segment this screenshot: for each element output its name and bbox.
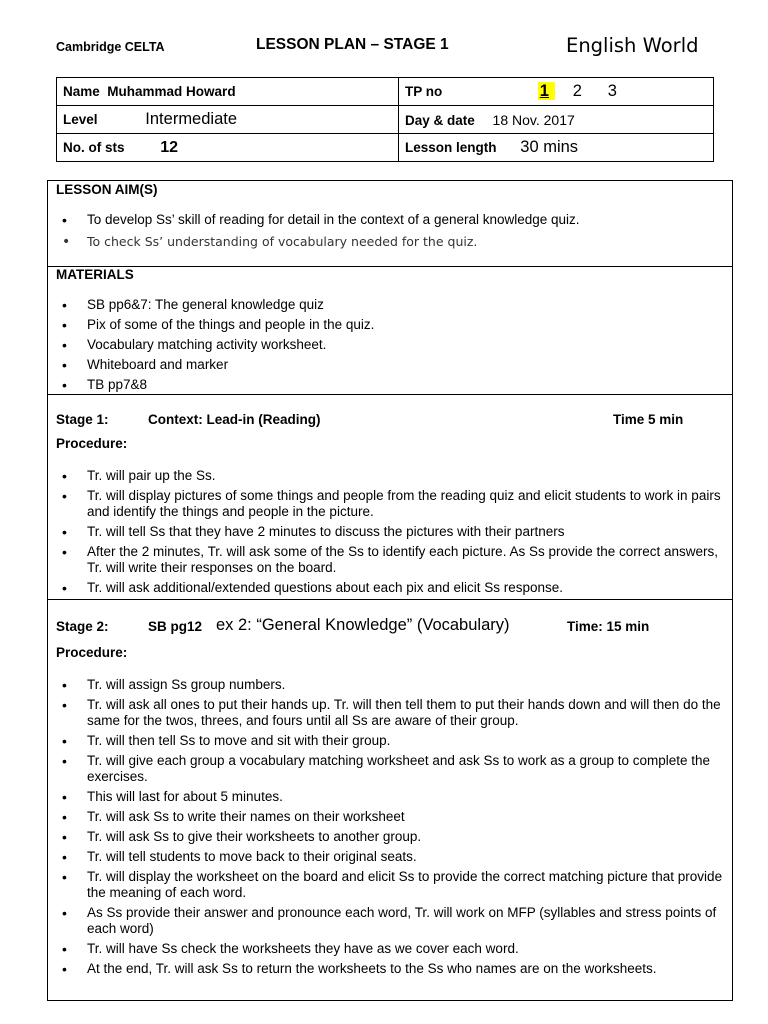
- level-label: Level: [63, 112, 98, 127]
- stage2-step: • Tr. will then tell Ss to move and sit with their group.: [62, 733, 724, 749]
- stage2-title: ex 2: “General Knowledge” (Vocabulary): [216, 616, 510, 634]
- stage1-list: [62, 468, 724, 596]
- sts-value: 12: [160, 138, 179, 156]
- page-header: [0, 36, 768, 60]
- info-table: [56, 77, 714, 162]
- length-value: 30 mins: [520, 138, 579, 156]
- length-label: Lesson length: [405, 140, 497, 155]
- tp-option-3: 3: [607, 82, 617, 100]
- sts-label: No. of sts: [63, 139, 125, 155]
- length-cell: [399, 134, 714, 162]
- stage2-label: Stage 2:: [56, 619, 109, 634]
- stage1-label: Stage 1:: [56, 412, 109, 427]
- level-cell: [57, 106, 399, 134]
- materials-title: MATERIALS: [56, 267, 134, 282]
- header-course: Cambridge CELTA: [56, 40, 165, 54]
- aim-item: • To check Ss’ understanding of vocabulary needed for the quiz.: [62, 234, 724, 250]
- sts-cell: [57, 134, 399, 162]
- tp-label: TP no: [405, 84, 443, 99]
- stage1-step: • Tr. will pair up the Ss.: [62, 468, 724, 484]
- date-label: Day & date: [405, 112, 475, 128]
- material-item: • Vocabulary matching activity worksheet.: [62, 337, 724, 353]
- aims-list: [62, 212, 724, 250]
- stage2-step: • Tr. will display the worksheet on the board and elicit Ss to provide the correct matching picture that provide the meaning of each word.: [62, 869, 724, 901]
- stage1-step: • After the 2 minutes, Tr. will ask some of the Ss to identify each picture. As Ss provide the correct answers, Tr. will write their responses on the board.: [62, 544, 724, 576]
- material-item: • Pix of some of the things and people in the quiz.: [62, 317, 724, 333]
- materials-section: [48, 267, 732, 395]
- tp-option-2: 2: [572, 82, 582, 100]
- lesson-plan-body: [47, 180, 733, 1001]
- stage1-title: Context: Lead-in (Reading): [148, 412, 321, 427]
- stage2-step: • Tr. will give each group a vocabulary matching worksheet and ask Ss to work as a group to complete the exercises.: [62, 753, 724, 785]
- tp-option-1: 1: [538, 82, 555, 100]
- name-cell: [57, 78, 399, 106]
- stage2-step: • Tr. will have Ss check the worksheets they have as we cover each word.: [62, 941, 724, 957]
- aims-title: LESSON AIM(S): [56, 182, 158, 197]
- stage2-step: • Tr. will ask all ones to put their hands up. Tr. will then tell them to put their hands down and will then do the same for the twos, threes, and fours until all Ss are aware of their group.: [62, 697, 724, 729]
- materials-list: [62, 297, 724, 393]
- date-cell: [399, 106, 714, 134]
- stage2-step: • Tr. will ask Ss to write their names on their worksheet: [62, 809, 724, 825]
- date-value: 18 Nov. 2017: [492, 111, 575, 128]
- header-title: LESSON PLAN – STAGE 1: [256, 36, 449, 53]
- material-item: • TB pp7&8: [62, 377, 724, 393]
- name-value: Muhammad Howard: [107, 84, 236, 99]
- header-school: English World: [566, 34, 699, 57]
- stage2-step: • As Ss provide their answer and pronounce each word, Tr. will work on MFP (syllables and stress points of each word): [62, 905, 724, 937]
- aims-section: [48, 181, 732, 267]
- stage2-step: • This will last for about 5 minutes.: [62, 789, 724, 805]
- material-item: • SB pp6&7: The general knowledge quiz: [62, 297, 724, 313]
- name-label: Name: [63, 84, 100, 99]
- level-value: Intermediate: [145, 110, 238, 128]
- stage2-procedure-label: Procedure:: [56, 645, 128, 660]
- stage2-title-bold: SB pg12: [148, 619, 203, 634]
- material-item: • Whiteboard and marker: [62, 357, 724, 373]
- stage2-step: • At the end, Tr. will ask Ss to return the worksheets to the Ss who names are on the worksheets.: [62, 961, 724, 977]
- tp-cell: [399, 78, 714, 106]
- stage2-time: Time: 15 min: [567, 619, 650, 634]
- stage2-step: • Tr. will tell students to move back to their original seats.: [62, 849, 724, 865]
- stage2-step: • Tr. will assign Ss group numbers.: [62, 677, 724, 693]
- stage1-step: • Tr. will display pictures of some things and people from the reading quiz and elicit students to work in pairs and identify the things and people in the picture.: [62, 488, 724, 520]
- stage2-step: • Tr. will ask Ss to give their worksheets to another group.: [62, 829, 724, 845]
- stage1-time: Time 5 min: [613, 412, 684, 427]
- stage1-section: [48, 395, 732, 600]
- stage1-procedure-label: Procedure:: [56, 436, 128, 451]
- aim-item: • To develop Ss’ skill of reading for detail in the context of a general knowledge quiz.: [62, 212, 724, 228]
- stage1-step: • Tr. will tell Ss that they have 2 minutes to discuss the pictures with their partners: [62, 524, 724, 540]
- stage2-list: [62, 677, 724, 977]
- stage2-section: [48, 600, 732, 1000]
- stage1-step: • Tr. will ask additional/extended questions about each pix and elicit Ss response.: [62, 580, 724, 596]
